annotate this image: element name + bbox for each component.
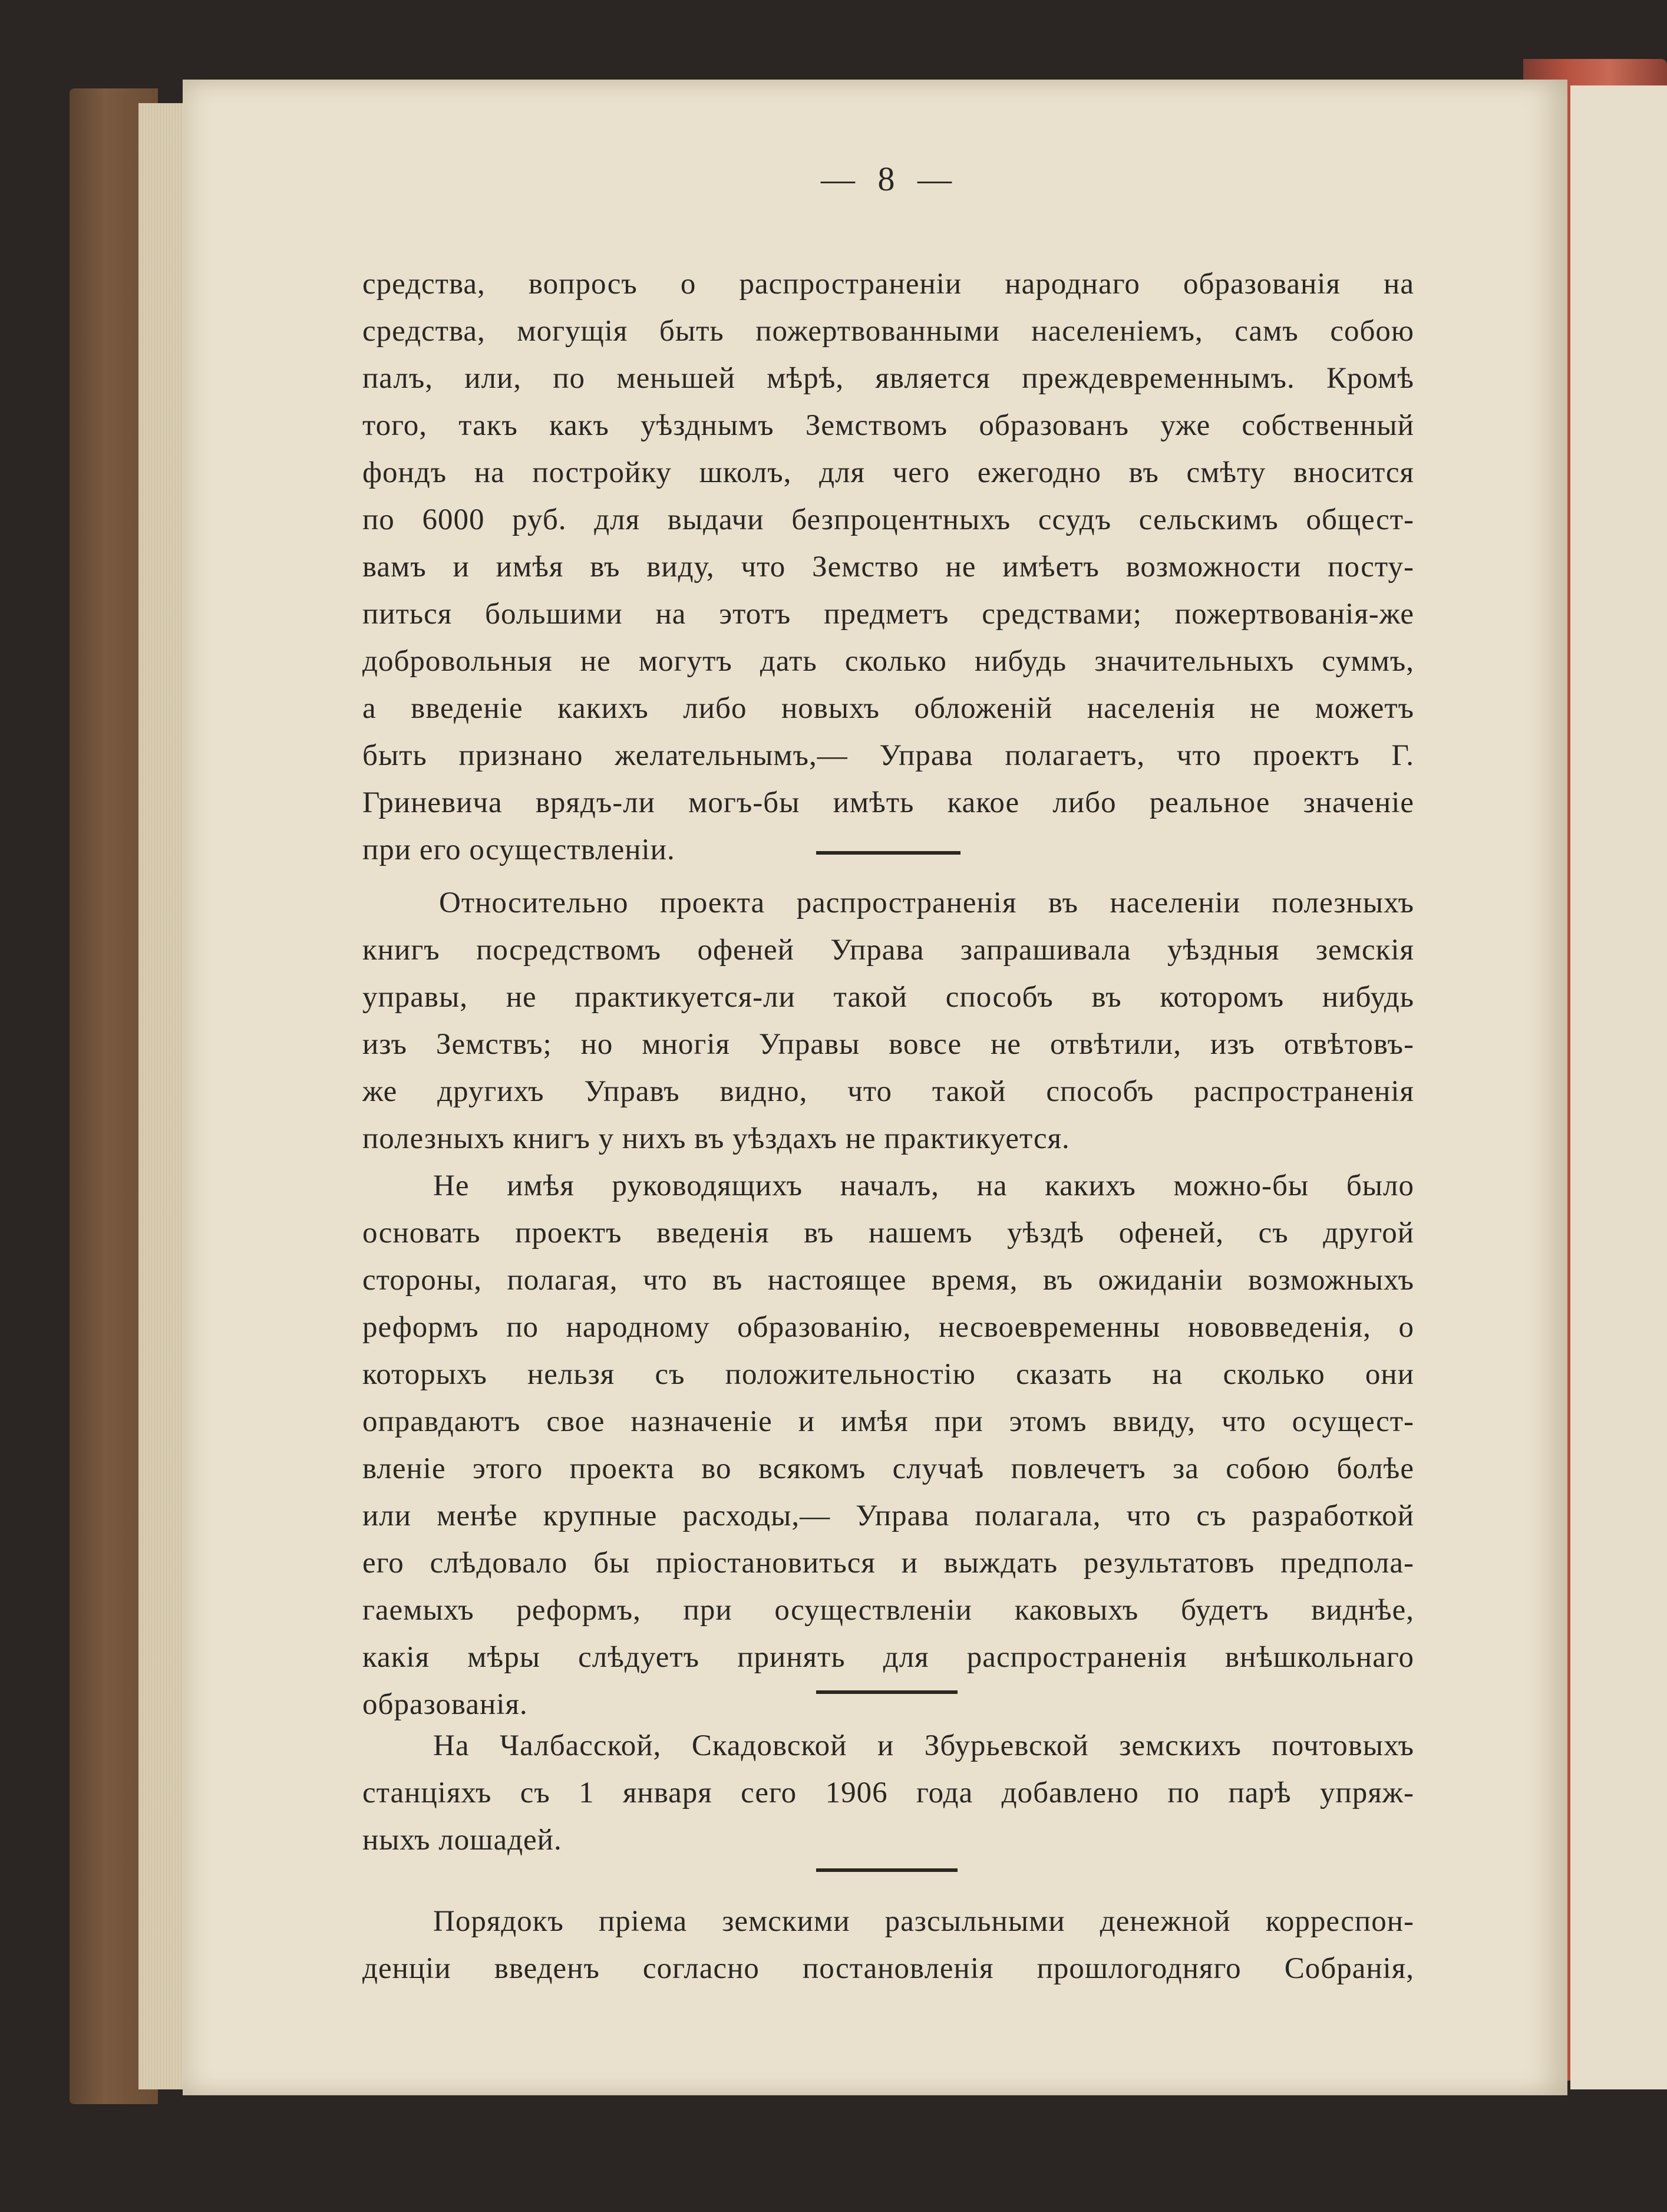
- text-line: Относительно проекта распространенiя въ населенiи полезныхъ: [439, 886, 1414, 919]
- text-line: быть признано желательнымъ,— Управа полагаетъ, что проектъ Г.: [362, 739, 1414, 772]
- text-line: средства, вопросъ о распространенiи народнаго образованiя на: [362, 268, 1414, 301]
- text-line: денцiи введенъ согласно постановленiя прошлогодняго Собранiя,: [362, 1952, 1414, 1985]
- text-line: книгъ посредствомъ офеней Управа запрашивала уѣздныя земскiя: [362, 934, 1414, 967]
- section-divider: [816, 1690, 958, 1694]
- text-line: Порядокъ прiема земскими разсыльными денежной корреспон-: [433, 1905, 1414, 1938]
- page-number: — 8 —: [821, 160, 959, 198]
- text-line: палъ, или, по меньшей мѣрѣ, является преждевременнымъ. Кромѣ: [362, 362, 1414, 395]
- text-line: оправдаютъ свое назначенiе и имѣя при этомъ ввиду, что осущест-: [362, 1405, 1414, 1438]
- text-line: его слѣдовало бы прiостановиться и выждать результатовъ предпола-: [362, 1547, 1414, 1580]
- text-line: основать проектъ введенiя въ нашемъ уѣздѣ офеней, съ другой: [362, 1217, 1414, 1250]
- text-line: На Чалбасской, Скадовской и Збурьевской земскихъ почтовыхъ: [433, 1729, 1414, 1762]
- next-page-edge: [1570, 85, 1667, 2089]
- text-line: или менѣе крупные расходы,— Управа полагала, что съ разработкой: [362, 1499, 1414, 1532]
- text-line: того, такъ какъ уѣзднымъ Земствомъ образованъ уже собственный: [362, 409, 1414, 442]
- text-line: стороны, полагая, что въ настоящее время, въ ожиданiи возможныхъ: [362, 1264, 1414, 1297]
- text-line: Не имѣя руководящихъ началъ, на какихъ можно-бы было: [433, 1169, 1414, 1202]
- section-divider: [816, 851, 960, 855]
- text-line: какiя мѣры слѣдуетъ принять для распространенiя внѣшкольнаго: [362, 1641, 1414, 1674]
- text-line: реформъ по народному образованiю, несвоевременны нововведенiя, о: [362, 1311, 1414, 1344]
- text-line: при его осуществленiи.: [362, 833, 675, 866]
- text-line: вленiе этого проекта во всякомъ случаѣ повлечетъ за собою болѣе: [362, 1452, 1414, 1485]
- text-line: гаемыхъ реформъ, при осуществленiи каковыхъ будетъ виднѣе,: [362, 1594, 1414, 1627]
- text-line: фондъ на постройку школъ, для чего ежегодно въ смѣту вносится: [362, 456, 1414, 489]
- text-line: которыхъ нельзя съ положительностiю сказать на сколько они: [362, 1358, 1414, 1391]
- text-line: по 6000 руб. для выдачи безпроцентныхъ ссудъ сельскимъ общест-: [362, 503, 1414, 536]
- text-line: Гриневича врядъ-ли могъ-бы имѣть какое либо реальное значенiе: [362, 786, 1414, 819]
- page-edges-left: [138, 103, 186, 2089]
- text-line: добровольныя не могутъ дать сколько нибудь значительныхъ суммъ,: [362, 645, 1414, 678]
- text-line: же другихъ Управъ видно, что такой способъ распространенiя: [362, 1075, 1414, 1108]
- text-line: ныхъ лошадей.: [362, 1824, 562, 1857]
- text-line: управы, не практикуется-ли такой способъ въ которомъ нибудь: [362, 981, 1414, 1014]
- text-line: изъ Земствъ; но многiя Управы вовсе не отвѣтили, изъ отвѣтовъ-: [362, 1028, 1414, 1061]
- text-line: вамъ и имѣя въ виду, что Земство не имѣетъ возможности посту-: [362, 550, 1414, 584]
- text-line: а введенiе какихъ либо новыхъ обложенiй населенiя не можетъ: [362, 692, 1414, 725]
- text-line: образованiя.: [362, 1688, 528, 1721]
- text-line: станцiяхъ съ 1 января сего 1906 года добавлено по парѣ упряж-: [362, 1776, 1414, 1809]
- text-line: полезныхъ книгъ у нихъ въ уѣздахъ не практикуется.: [362, 1122, 1070, 1155]
- text-line: питься большими на этотъ предметъ средствами; пожертвованiя-же: [362, 598, 1414, 631]
- section-divider: [816, 1868, 958, 1872]
- text-line: средства, могущiя быть пожертвованными населенiемъ, самъ собою: [362, 315, 1414, 348]
